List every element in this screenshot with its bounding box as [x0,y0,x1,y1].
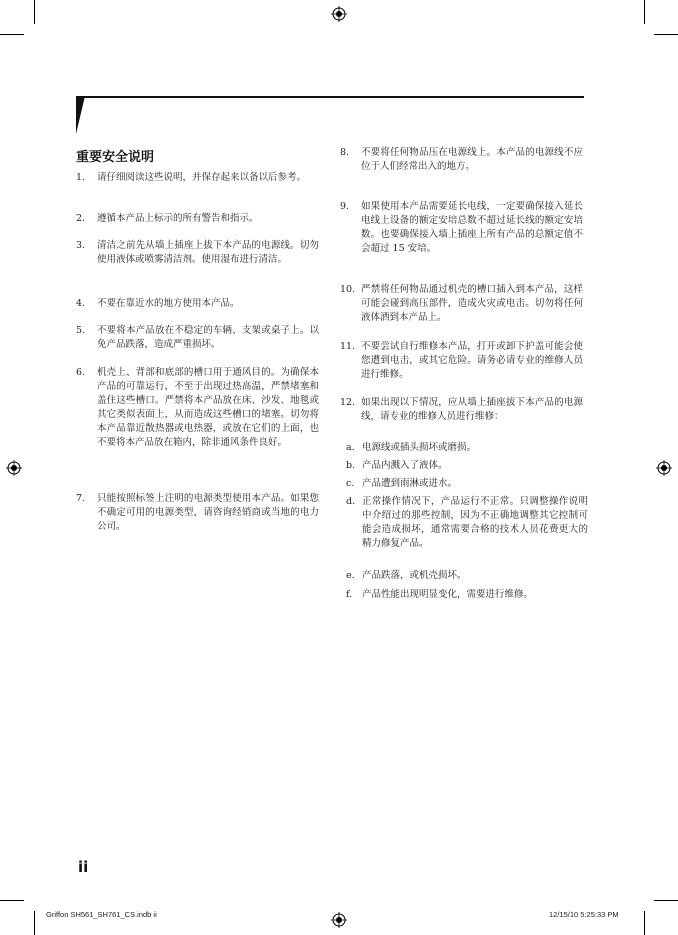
item-text: 产品性能出现明显变化，需要进行维修。 [362,589,534,600]
item-text: 产品内溅入了液体。 [362,460,448,471]
item-text: 遵循本产品上标示的所有警告和指示。 [97,213,259,224]
crop-mark-top-right-h [654,34,678,35]
item-number: 3. [76,240,86,251]
list-item [76,239,319,267]
crop-mark-bottom-right-v [644,911,645,935]
crop-mark-bottom-left-h [0,900,24,901]
item-text: 不要尝试自行维修本产品，打开或卸下护盖可能会使您遭到电击，或其它危险。请务必请专业的维修人员进行维修。 [361,341,583,380]
item-number: 9. [340,201,350,212]
list-item [76,492,319,534]
item-number: 6. [76,367,86,378]
crop-mark-top-left-h [0,34,24,35]
item-text: 严禁将任何物品通过机壳的槽口插入到本产品，这样可能会碰到高压部件，造成火灾或电击。切勿将任何液体洒到本产品上。 [361,284,583,323]
item-text: 清洁之前先从墙上插座上拔下本产品的电源线。切勿使用液体或喷雾清洁剂。使用湿布进行清洁。 [97,240,319,265]
item-text: 不要将本产品放在不稳定的车辆、支架或桌子上。以免产品跌落，造成严重损坏。 [97,325,319,350]
item-number: 1. [76,172,86,183]
item-text: 不要在靠近水的地方使用本产品。 [97,298,240,309]
list-item [340,396,583,424]
item-text: 产品遭到雨淋或进水。 [362,478,458,489]
item-number: 4. [76,298,86,309]
sub-list-item [346,477,588,491]
item-number: 12. [340,397,356,408]
item-letter: f. [346,589,353,600]
item-number: 7. [76,493,86,504]
sub-list-item [346,495,588,551]
crop-mark-bottom-right-h [654,900,678,901]
item-number: 2. [76,213,86,224]
list-item [76,212,319,226]
section-heading: 重要安全说明 [76,150,155,165]
crop-mark-bottom-left-v [34,911,35,935]
list-item [340,283,583,325]
header-rule [76,96,584,98]
item-text: 不要将任何物品压在电源线上。本产品的电源线不应位于人们经常出入的地方。 [361,147,583,172]
item-text: 机壳上、背部和底部的槽口用于通风目的。为确保本产品的可靠运行，不至于出现过热高温，严禁堵塞和盖住这些槽口。严禁将本产品放在床、沙发、地毯或其它类似表面上，从而造成这些槽口的堵塞。切勿将本产品靠近散热器或电热器，或放在它们的上面，也不要将本产品放在箱内，除非通风条件良好。 [97,367,319,448]
list-item [340,200,583,256]
list-item [76,171,319,185]
list-item [76,297,319,311]
sub-list-item [346,459,588,473]
page-number: ii [78,858,89,876]
item-text: 正常操作情况下，产品运行不正常。只调整操作说明中介绍过的那些控制，因为不正确地调整其它控制可能会造成损坏，通常需要合格的技术人员花费更大的精力修复产品。 [362,496,588,549]
item-letter: a. [346,442,355,453]
item-number: 8. [340,147,350,158]
registration-mark-bottom-icon [331,912,347,928]
crop-mark-top-right-v [644,0,645,24]
item-letter: b. [346,460,356,471]
list-item [76,324,319,352]
sub-list-item [346,569,588,583]
list-item [76,366,319,450]
item-text: 请仔细阅读这些说明，并保存起来以备以后参考。 [97,172,307,183]
sub-list-item [346,588,588,602]
list-item [340,340,583,382]
item-number: 10. [340,284,356,295]
footer-file-name: Griffon SH561_SH761_CS.indb ii [46,910,157,919]
item-text: 如果出现以下情况，应从墙上插座拔下本产品的电源线，请专业的维修人员进行维修： [361,397,583,422]
item-number: 11. [340,341,356,352]
footer-timestamp: 12/15/10 5:25:33 PM [549,910,619,919]
registration-mark-right-icon [656,460,672,476]
item-text: 产品跌落，或机壳损坏。 [362,570,467,581]
registration-mark-top-icon [331,6,347,22]
list-item [340,146,583,174]
item-letter: e. [346,570,355,581]
item-letter: c. [346,478,355,489]
item-text: 只能按照标签上注明的电源类型使用本产品。如果您不确定可用的电源类型，请咨询经销商或当地的电力公司。 [97,493,319,532]
item-text: 电源线或插头损坏或磨损。 [362,442,477,453]
item-text: 如果使用本产品需要延长电线，一定要确保接入延长电线上设备的额定安培总数不超过延长线的额定安培数。也要确保接入墙上插座上所有产品的总额定值不会超过 15 安培。 [361,201,583,254]
item-number: 5. [76,325,86,336]
crop-mark-top-left-v [34,0,35,24]
item-letter: d. [346,496,356,507]
sub-list-item [346,441,588,455]
header-tab-marker [76,96,85,134]
registration-mark-left-icon [6,460,22,476]
